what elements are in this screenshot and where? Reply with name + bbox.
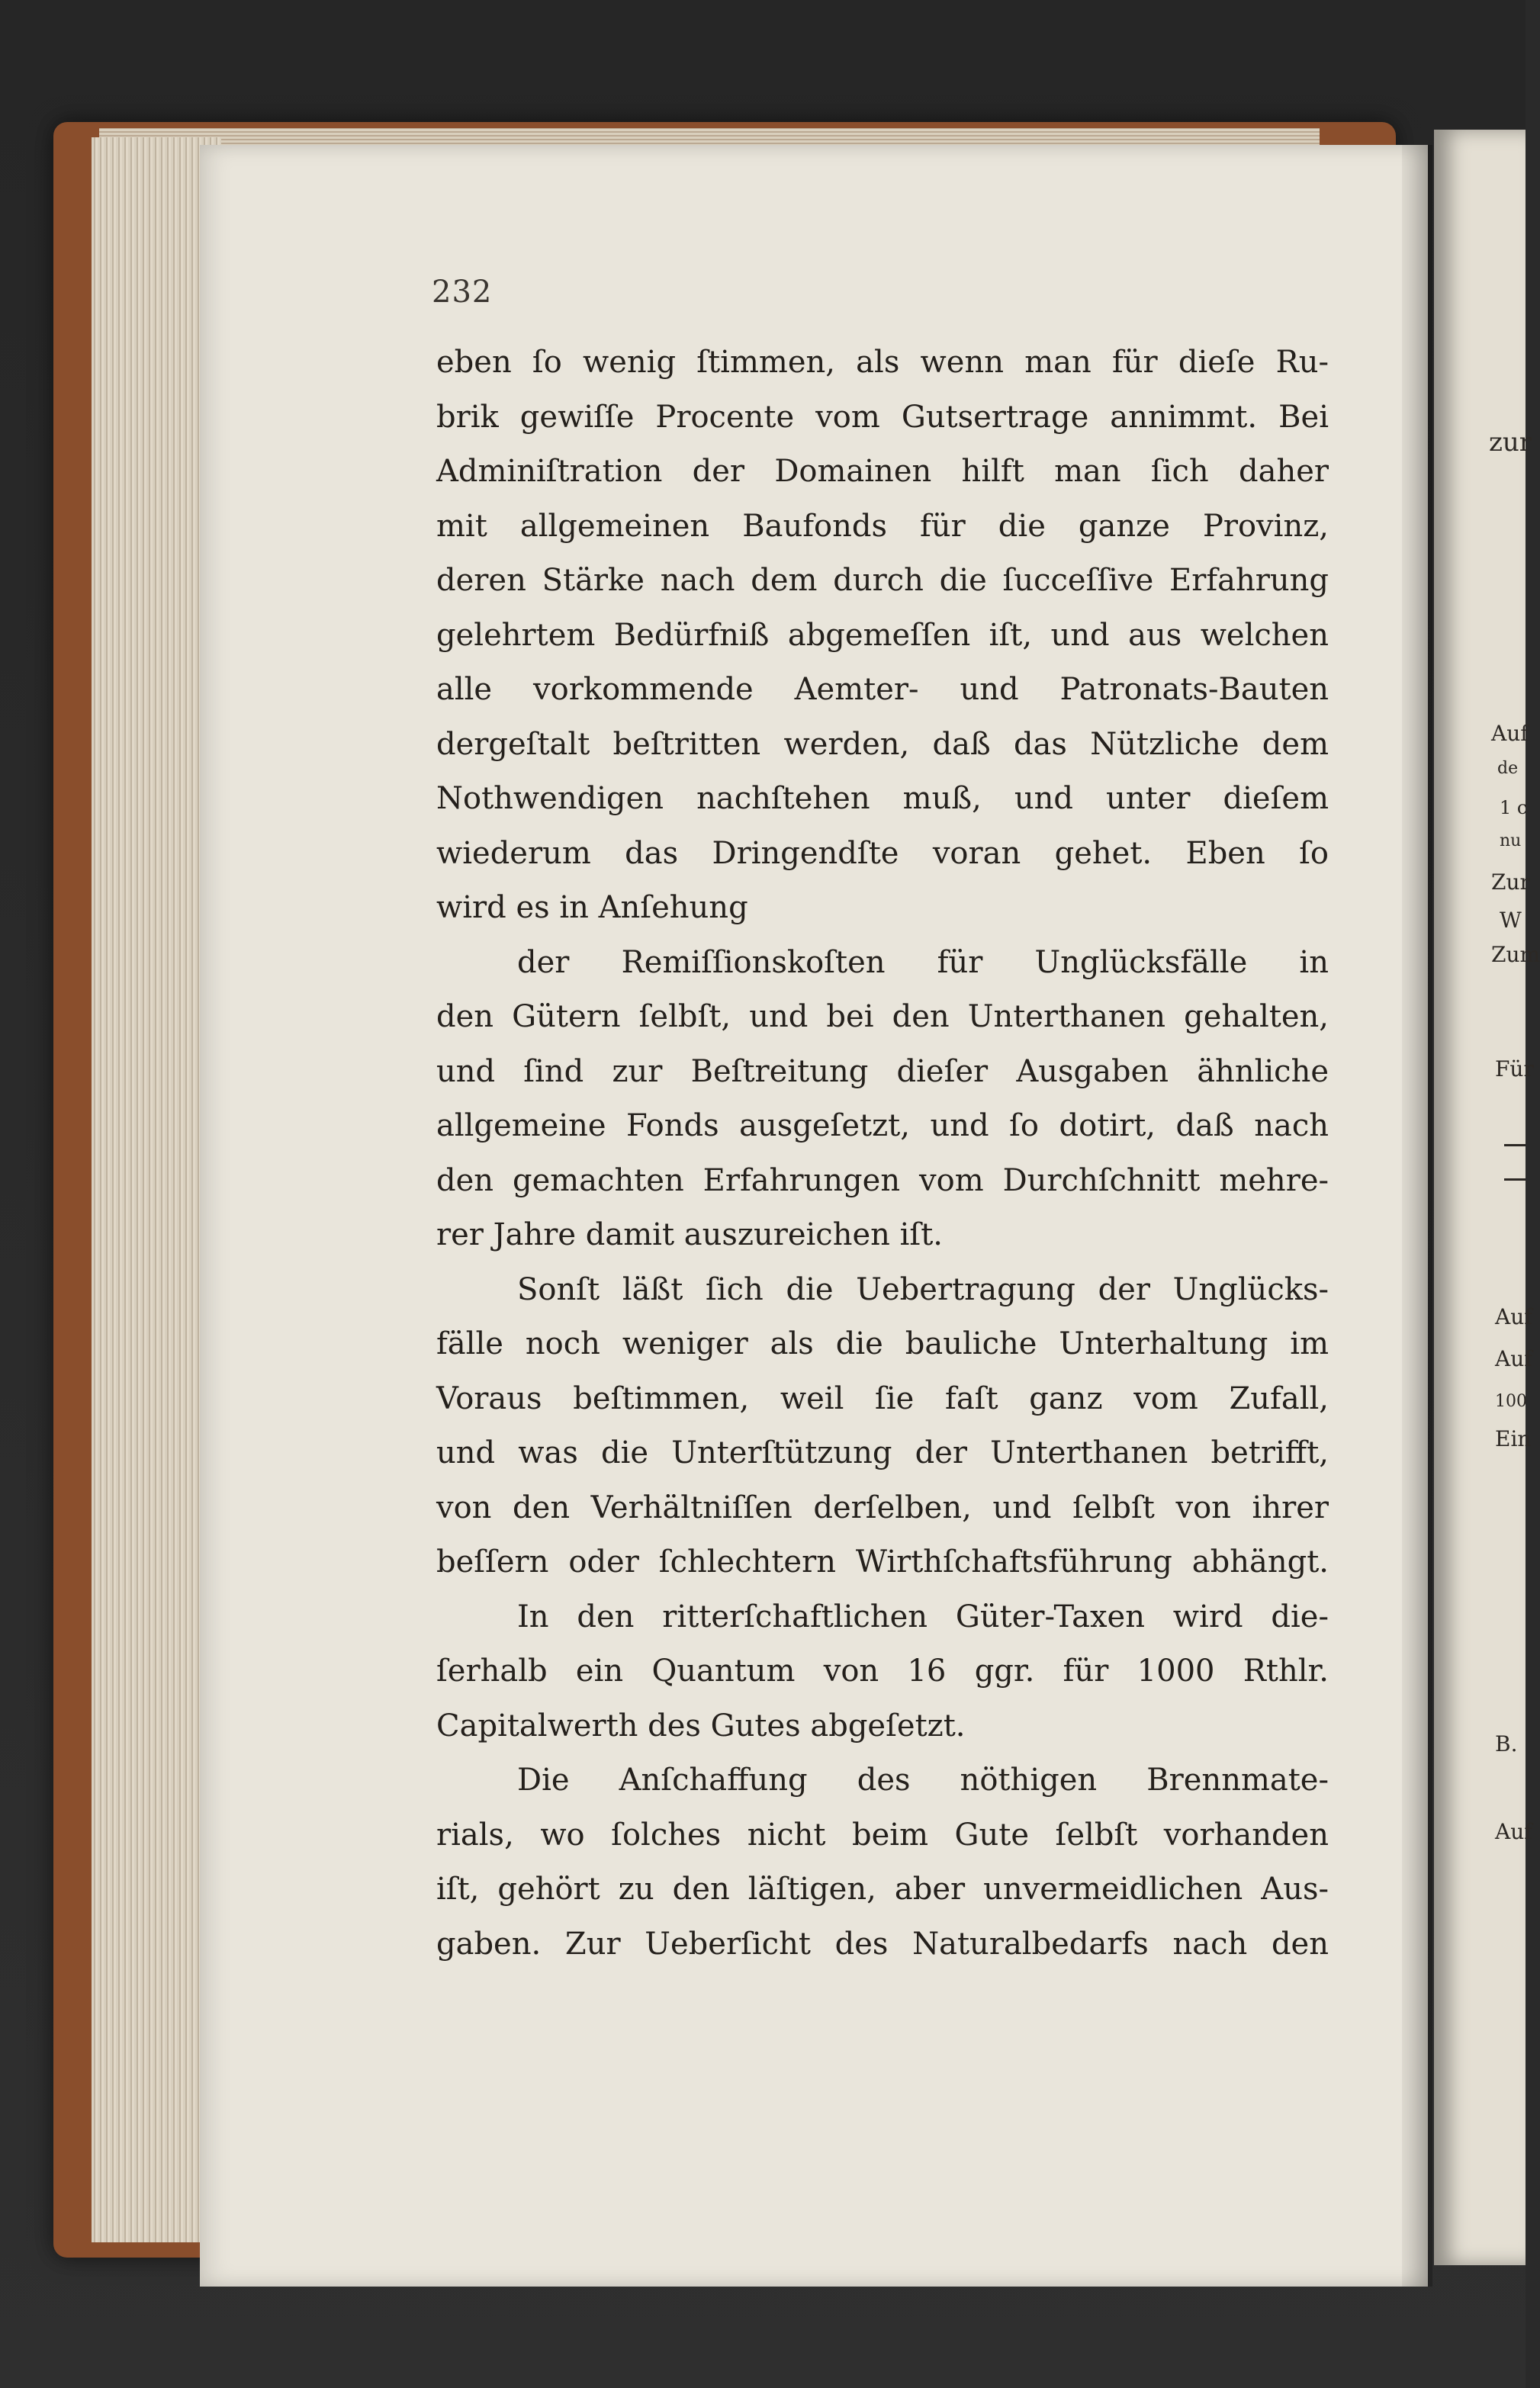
facing-page-fragment: 1 c xyxy=(1500,797,1528,818)
facing-page-fragment: Auf xyxy=(1491,721,1529,746)
text-line: den Gütern ſelbſt, und bei den Unterthanen gehalten, xyxy=(436,999,1329,1034)
facing-page-fragment: Für xyxy=(1495,1056,1534,1082)
facing-page-fragment: Auf xyxy=(1495,1819,1532,1844)
text-line: Adminiſtration der Domainen hilft man ſich daher xyxy=(436,454,1329,489)
text-line: Nothwendigen nachſtehen muß, und unter dieſem xyxy=(436,781,1329,816)
facing-page-fragment: Zur xyxy=(1491,869,1530,895)
facing-page-fragment: Auf xyxy=(1495,1346,1532,1371)
text-line: fälle noch weniger als die bauliche Unterhaltung im xyxy=(436,1326,1329,1361)
text-line: dergeſtalt beſtritten werden, daß das Nützliche dem xyxy=(436,726,1329,762)
text-line: gaben. Zur Ueberſicht des Naturalbedarfs nach den xyxy=(436,1926,1329,1962)
text-line: eben ſo wenig ſtimmen, als wenn man für dieſe Ru- xyxy=(436,345,1329,380)
text-line: rials, wo ſolches nicht beim Gute ſelbſt vorhanden xyxy=(436,1817,1329,1853)
facing-page-fragment: Auf xyxy=(1495,1304,1532,1329)
text-line: deren Stärke nach dem durch die ſucceſſive Erfahrung xyxy=(436,563,1329,598)
text-line: iſt, gehört zu den läſtigen, aber unvermeidlichen Aus- xyxy=(436,1872,1329,1907)
page-number: 232 xyxy=(432,275,493,310)
page-block-top-edge xyxy=(99,128,1320,146)
text-line: und was die Unterſtützung der Unterthanen betrifft, xyxy=(436,1435,1329,1470)
text-line: von den Verhältniſſen derſelben, und ſelbſt von ihrer xyxy=(436,1490,1329,1525)
text-line: wiederum das Dringendſte voran gehet. Eben ſo xyxy=(436,835,1329,871)
facing-page-fragment: zur xyxy=(1489,427,1532,458)
text-line: ſerhalb ein Quantum von 16 ggr. für 1000 Rthlr. xyxy=(436,1654,1329,1689)
text-line: den gemachten Erfahrungen vom Durchſchnitt mehre- xyxy=(436,1162,1329,1198)
facing-page-fragment: de xyxy=(1497,759,1519,778)
text-line: Capitalwerth des Gutes abgeſetzt. xyxy=(436,1708,966,1744)
page-body-text xyxy=(436,336,1329,1972)
facing-page-fragment: B. xyxy=(1495,1731,1518,1756)
text-line: rer Jahre damit auszureichen iſt. xyxy=(436,1217,944,1252)
text-line: Sonſt läßt ſich die Uebertragung der Unglücks- xyxy=(517,1271,1329,1307)
text-line: wird es in Anſehung xyxy=(436,890,748,925)
facing-page-fragment: Zum xyxy=(1491,942,1540,967)
text-line: gelehrtem Bedürfniß abgemeſſen iſt, und aus welchen xyxy=(436,617,1329,653)
text-line: allgemeine Fonds ausgeſetzt, und ſo dotirt, daß nach xyxy=(436,1108,1329,1143)
text-line: brik gewiſſe Procente vom Gutsertrage annimmt. Bei xyxy=(436,399,1329,435)
text-line: mit allgemeinen Baufonds für die ganze Provinz, xyxy=(436,508,1329,544)
text-line: Voraus beſtimmen, weil ſie faſt ganz vom Zufall, xyxy=(436,1380,1329,1416)
facing-page-fragment: 100 xyxy=(1495,1392,1527,1411)
text-line: und ſind zur Beſtreitung dieſer Ausgaben ähnliche xyxy=(436,1053,1329,1089)
facing-page-fragment: nu xyxy=(1500,831,1522,850)
text-line: der Remiſſionskoſten für Unglücksfälle in xyxy=(517,944,1329,980)
facing-page-dash xyxy=(1504,1144,1526,1146)
text-line: Die Anſchaffung des nöthigen Brennmate- xyxy=(517,1763,1329,1798)
text-line: alle vorkommende Aemter- und Patronats-Bauten xyxy=(436,672,1329,707)
text-line: beſſern oder ſchlechtern Wirthſchaftsführung abhängt. xyxy=(436,1544,1329,1580)
facing-page-dash xyxy=(1504,1178,1526,1181)
gutter-shadow xyxy=(1402,145,1432,2287)
facing-page-fragment: W xyxy=(1500,908,1522,933)
facing-page-fragment: Ein xyxy=(1495,1426,1532,1451)
text-line: In den ritterſchaftlichen Güter-Taxen wird die- xyxy=(517,1599,1329,1634)
